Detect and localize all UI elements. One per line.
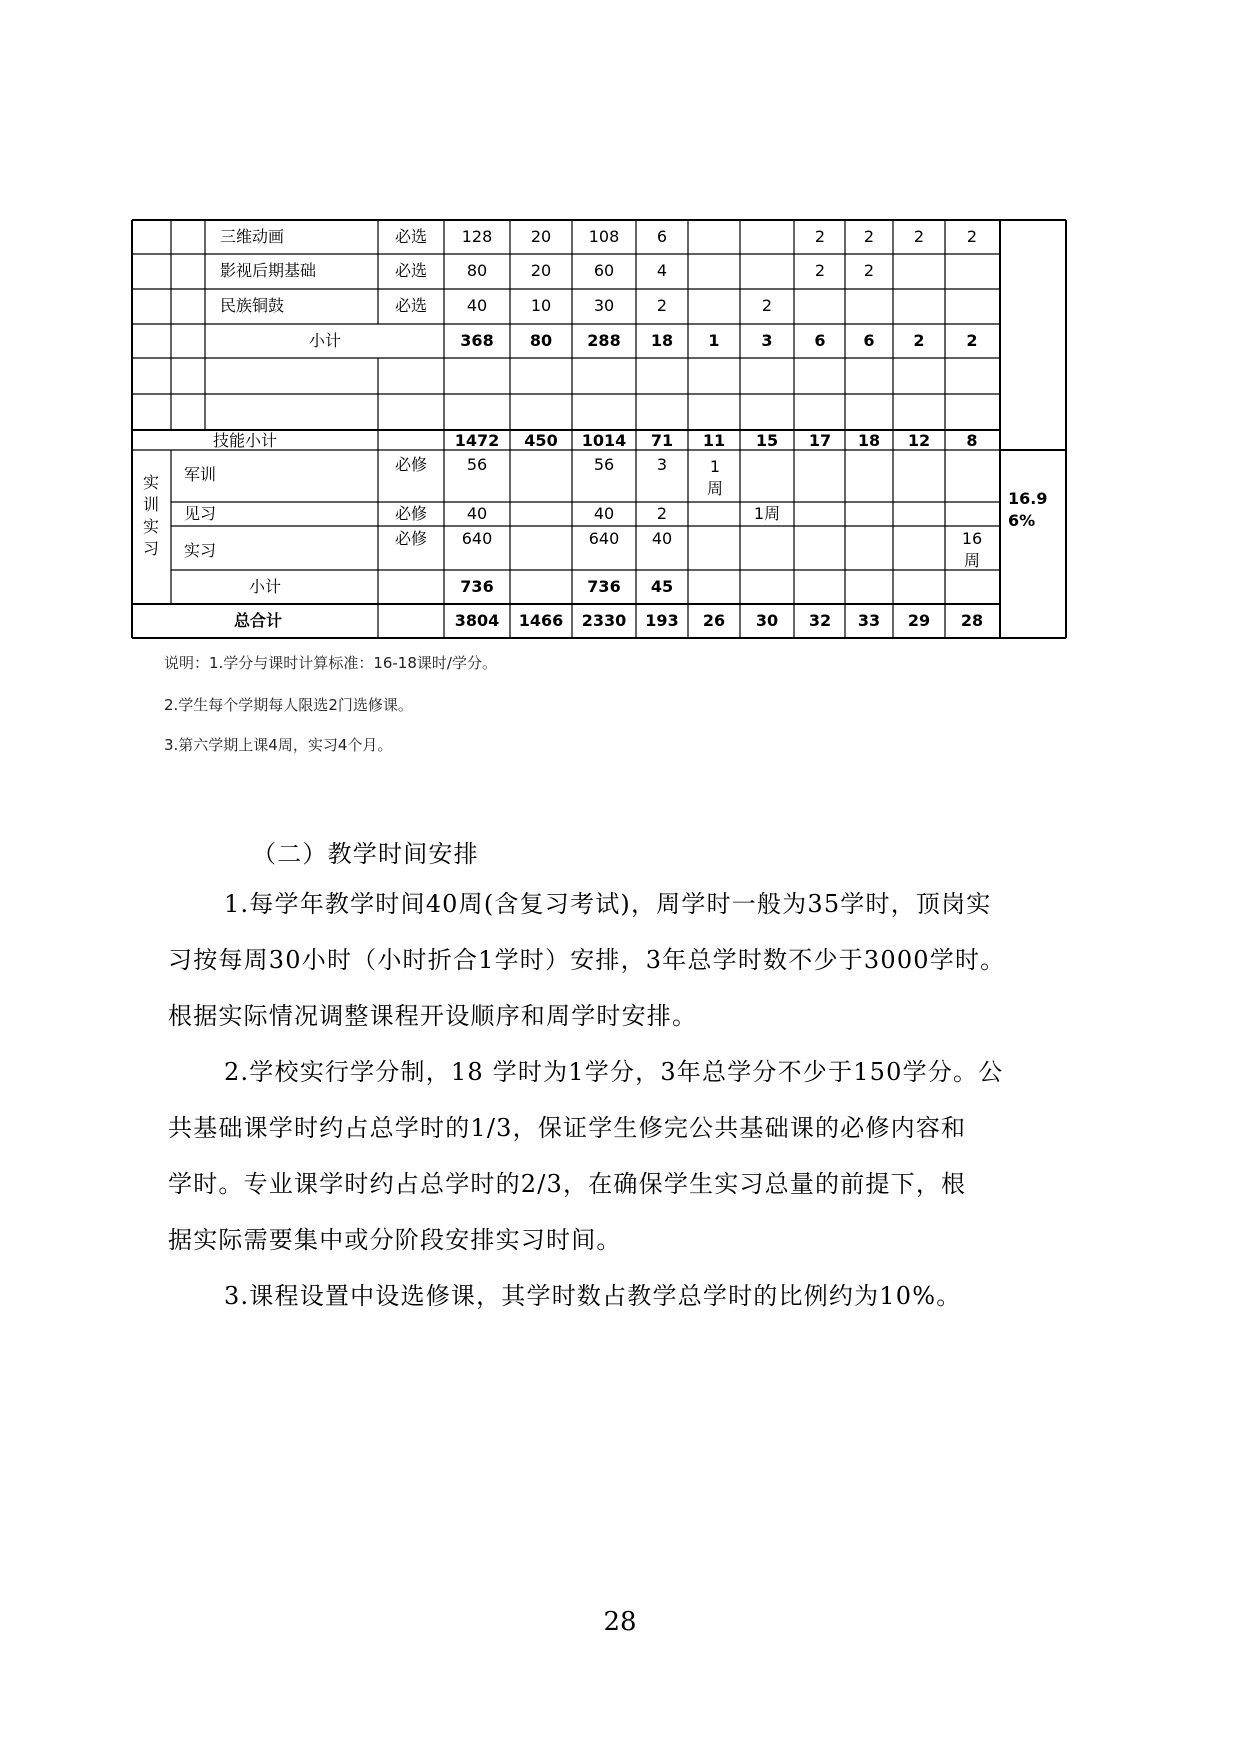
subtotal-s1: 1 — [708, 331, 720, 350]
cell-s6: 2 — [966, 227, 978, 246]
paragraph-line: 据实际需要集中或分阶段安排实习时间。 — [168, 1226, 622, 1254]
course-type: 必选 — [394, 296, 428, 315]
practice-credits: 3 — [656, 455, 668, 474]
subtotal-label: 小计 — [308, 331, 342, 350]
skill-s3: 17 — [808, 431, 832, 450]
cell-practice: 30 — [593, 296, 615, 315]
practice-s6: 16周 — [961, 529, 983, 570]
cell-total: 128 — [461, 227, 493, 246]
practice-total: 40 — [466, 504, 488, 523]
cell-s4: 2 — [863, 261, 875, 280]
skill-s1: 11 — [702, 431, 726, 450]
subtotal-theory: 80 — [529, 331, 553, 350]
skill-practice: 1014 — [581, 431, 627, 450]
table-note: 3.第六学期上课4周，实习4个月。 — [164, 736, 393, 754]
cell-theory: 20 — [530, 227, 552, 246]
grand-total-practice: 2330 — [581, 611, 627, 630]
section-title: （二）教学时间安排 — [252, 840, 479, 868]
cell-credits: 6 — [656, 227, 668, 246]
grand-total-s2: 30 — [755, 611, 779, 630]
practice-subtotal-practice: 736 — [587, 577, 621, 596]
subtotal-s4: 6 — [863, 331, 875, 350]
paragraph-line: 1.每学年教学时间40周(含复习考试)，周学时一般为35学时，顶岗实 — [224, 890, 992, 918]
subtotal-s2: 3 — [761, 331, 773, 350]
paragraph-line: 3.课程设置中设选修课，其学时数占教学总学时的比例约为10%。 — [224, 1282, 962, 1310]
page-number: 28 — [603, 1607, 637, 1637]
grand-total-s1: 26 — [702, 611, 726, 630]
skill-s4: 18 — [857, 431, 881, 450]
paragraph-line: 共基础课学时约占总学时的1/3，保证学生修完公共基础课的必修内容和 — [168, 1114, 967, 1142]
paragraph-line: 习按每周30小时（小时折合1学时）安排，3年总学时数不少于3000学时。 — [168, 946, 1006, 974]
cell-s5: 2 — [913, 227, 925, 246]
practice-total: 640 — [461, 529, 493, 548]
practice-subtotal-total: 736 — [460, 577, 494, 596]
subtotal-s6: 2 — [966, 331, 978, 350]
practice-practice: 56 — [593, 455, 615, 474]
paragraph-line: 2.学校实行学分制，18 学时为1学分，3年总学分不少于150学分。公 — [224, 1058, 1004, 1086]
cell-s2: 2 — [761, 296, 773, 315]
practice-credits: 40 — [651, 529, 673, 548]
grand-total-s6: 28 — [960, 611, 984, 630]
cell-s3: 2 — [814, 261, 826, 280]
practice-name: 见习 — [184, 504, 217, 523]
practice-total: 56 — [466, 455, 488, 474]
cell-credits: 4 — [656, 261, 668, 280]
skill-s2: 15 — [755, 431, 779, 450]
skill-theory: 450 — [524, 431, 558, 450]
cell-practice: 60 — [593, 261, 615, 280]
practice-section-label: 实训实习 — [142, 473, 159, 558]
practice-s2: 1周 — [753, 504, 781, 523]
course-name: 影视后期基础 — [220, 261, 317, 280]
practice-subtotal-credits: 45 — [650, 577, 674, 596]
course-type: 必选 — [394, 227, 428, 246]
grand-total-theory: 1466 — [518, 611, 564, 630]
practice-s1: 1周 — [706, 457, 723, 498]
practice-practice: 40 — [593, 504, 615, 523]
skill-total: 1472 — [454, 431, 500, 450]
practice-name: 军训 — [184, 465, 217, 484]
cell-total: 80 — [466, 261, 488, 280]
subtotal-credits: 18 — [650, 331, 674, 350]
paragraph-line: 学时。专业课学时约占总学时的2/3，在确保学生实习总量的前提下，根 — [168, 1170, 967, 1198]
subtotal-s3: 6 — [814, 331, 826, 350]
course-type: 必选 — [394, 261, 428, 280]
cell-s3: 2 — [814, 227, 826, 246]
cell-credits: 2 — [656, 296, 668, 315]
cell-theory: 10 — [530, 296, 552, 315]
grand-total-total: 3804 — [454, 611, 500, 630]
subtotal-practice: 288 — [587, 331, 621, 350]
skill-s6: 8 — [966, 431, 978, 450]
course-name: 民族铜鼓 — [220, 296, 285, 315]
course-name: 三维动画 — [220, 227, 285, 246]
grand-total-s3: 32 — [808, 611, 832, 630]
grand-total-s4: 33 — [857, 611, 881, 630]
skill-credits: 71 — [650, 431, 674, 450]
practice-name: 实习 — [184, 541, 217, 560]
cell-s4: 2 — [863, 227, 875, 246]
skill-subtotal-label: 技能小计 — [212, 431, 278, 450]
practice-practice: 640 — [588, 529, 620, 548]
cell-practice: 108 — [588, 227, 620, 246]
table-note: 2.学生每个学期每人限选2门选修课。 — [164, 696, 413, 714]
practice-subtotal-label: 小计 — [248, 577, 282, 596]
table-note: 说明：1.学分与课时计算标准：16-18课时/学分。 — [164, 654, 497, 672]
subtotal-s5: 2 — [913, 331, 925, 350]
cell-total: 40 — [466, 296, 488, 315]
practice-type: 必修 — [394, 455, 428, 474]
paragraph-line: 根据实际情况调整课程开设顺序和周学时安排。 — [168, 1002, 698, 1030]
grand-total-label: 总合计 — [233, 611, 283, 630]
practice-percentage: 16.96% — [1008, 489, 1048, 530]
subtotal-total: 368 — [460, 331, 494, 350]
grand-total-s5: 29 — [907, 611, 931, 630]
grand-total-credits: 193 — [645, 611, 679, 630]
practice-type: 必修 — [394, 504, 428, 523]
practice-type: 必修 — [394, 529, 428, 548]
practice-credits: 2 — [656, 504, 668, 523]
cell-theory: 20 — [530, 261, 552, 280]
skill-s5: 12 — [907, 431, 931, 450]
